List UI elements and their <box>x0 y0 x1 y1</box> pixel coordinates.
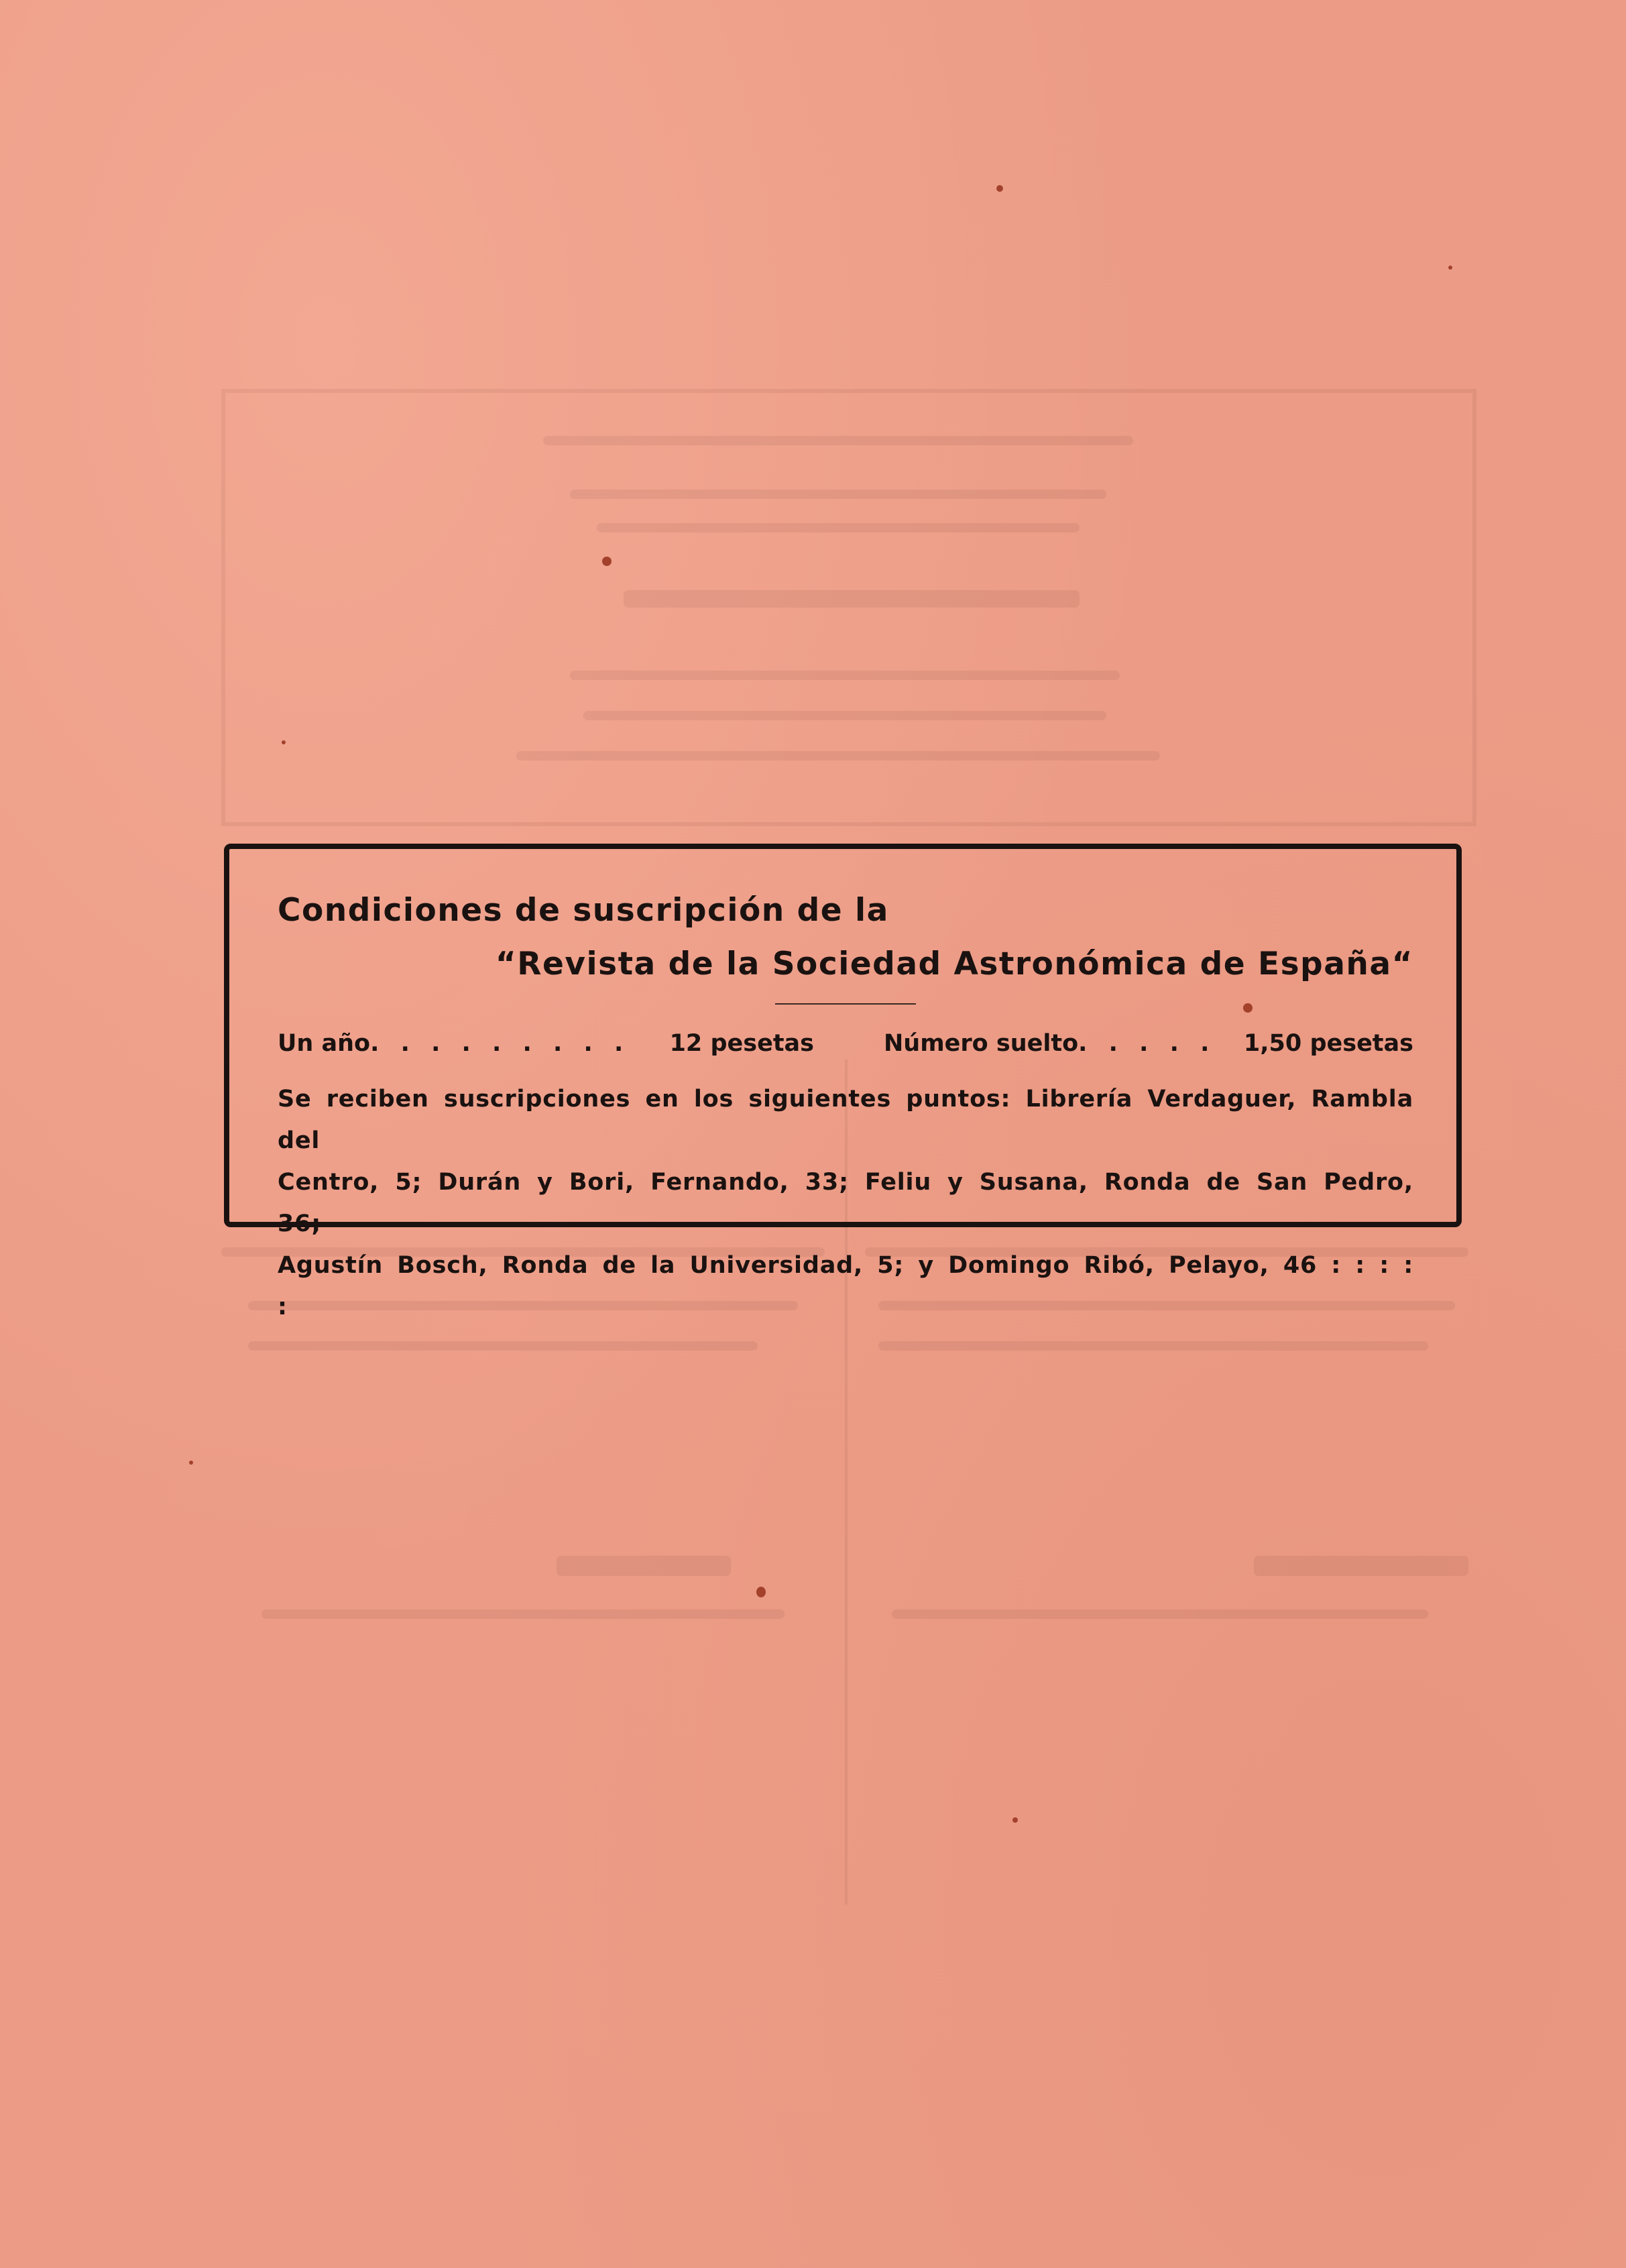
bleed-through-line <box>624 590 1080 608</box>
paper-speck <box>189 1461 193 1465</box>
subscription-points <box>278 1078 1413 1328</box>
single-issue-label: Número suelto <box>884 1030 1079 1057</box>
bleed-through-line <box>570 490 1106 499</box>
paper-speck <box>996 185 1003 192</box>
bleed-through-line <box>583 711 1106 720</box>
single-issue-price <box>884 1029 1413 1058</box>
bleed-through-line <box>543 436 1133 445</box>
paper-speck <box>282 740 286 744</box>
bleed-through-line <box>570 671 1120 680</box>
price-row <box>278 1029 1413 1058</box>
notice-title-line-2: “Revista de la Sociedad Astronómica de España“ <box>495 946 1413 982</box>
paper-speck <box>1012 1817 1018 1823</box>
single-label-with-leader <box>884 1029 1216 1058</box>
notice-title-line-1: Condiciones de suscripción de la <box>278 892 889 929</box>
bleed-through-line <box>516 751 1160 760</box>
paper-speck <box>602 557 612 566</box>
annual-price <box>278 1029 814 1058</box>
single-issue-leader: . . . . . <box>1078 1030 1216 1057</box>
bleed-through-line <box>597 523 1080 532</box>
bleed-through-line <box>262 1609 785 1619</box>
annual-label: Un año <box>278 1030 371 1057</box>
paper-speck <box>756 1587 766 1597</box>
bleed-through-line <box>1254 1556 1468 1576</box>
subscription-points-line: Se reciben suscripciones en los siguientes puntos: Librería Verdaguer, Rambla del <box>278 1086 1413 1154</box>
annual-price-value: 12 pesetas <box>669 1030 814 1057</box>
single-issue-price-value: 1,50 pesetas <box>1243 1030 1413 1057</box>
annual-leader: . . . . . . . . . <box>370 1030 630 1057</box>
bleed-through-line <box>878 1341 1428 1351</box>
bleed-through-line <box>892 1609 1428 1619</box>
bleed-through-line <box>248 1341 758 1351</box>
title-rule <box>775 1003 916 1005</box>
annual-label-with-leader <box>278 1029 630 1058</box>
bleed-through-frame <box>221 389 1476 826</box>
bleed-through-line <box>557 1556 731 1576</box>
paper-speck <box>1448 266 1452 270</box>
subscription-points-line: Centro, 5; Durán y Bori, Fernando, 33; Feliu y Susana, Ronda de San Pedro, 36; <box>278 1169 1413 1237</box>
subscription-points-line: Agustín Bosch, Ronda de la Universidad, 5; y Domingo Ribó, Pelayo, 46 : : : : : <box>278 1252 1413 1320</box>
subscription-notice <box>224 844 1462 1320</box>
